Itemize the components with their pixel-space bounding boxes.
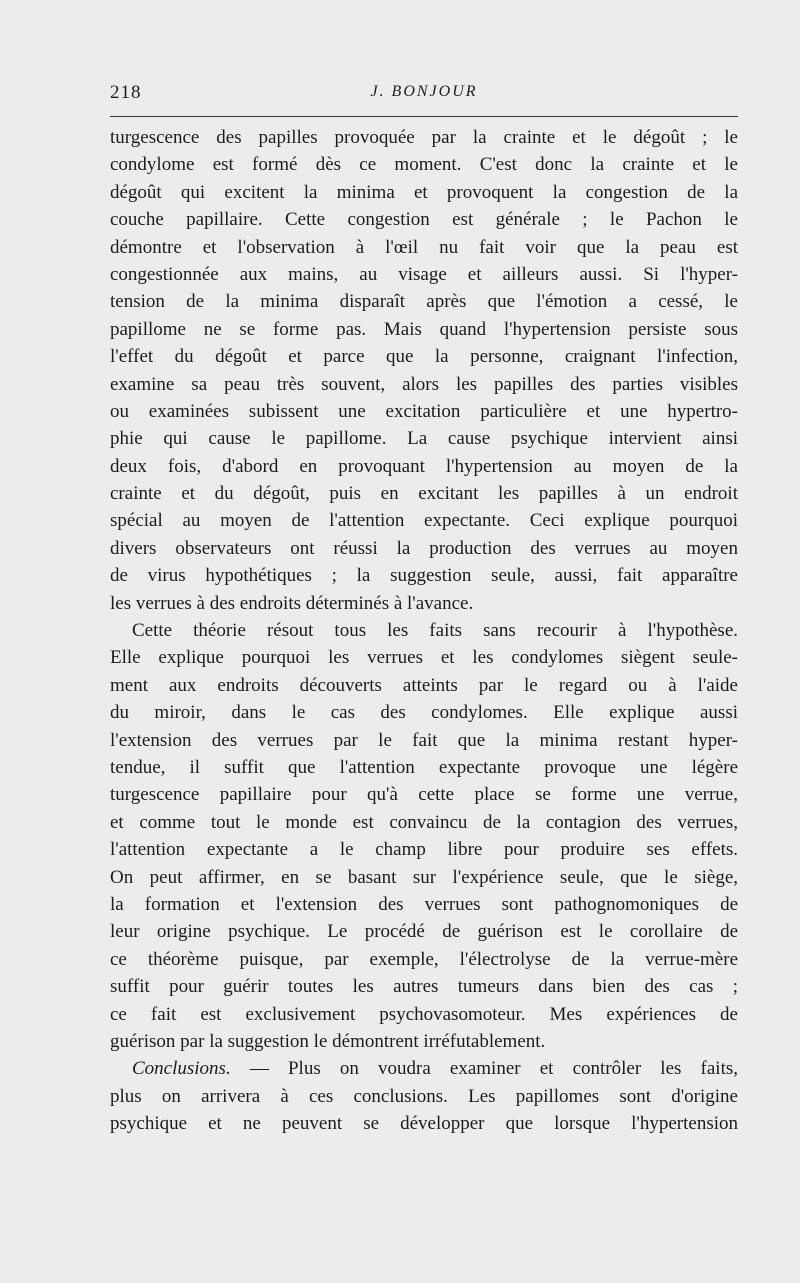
page-number: 218 (110, 82, 142, 103)
body-text (110, 124, 738, 1137)
text-line: l'extension des verrues par le fait que la minima restant hyper- (110, 729, 738, 751)
text-line: Cette théorie résout tous les faits sans recourir à l'hypothèse. (132, 620, 738, 642)
text-line: papillome ne se forme pas. Mais quand l'hypertension persiste sous (110, 318, 738, 340)
paragraph-2 (110, 617, 738, 1055)
text-line: spécial au moyen de l'attention expectante. Ceci explique pourquoi (110, 510, 738, 532)
text-line: examine sa peau très souvent, alors les papilles des parties visibles (110, 373, 738, 395)
text-line: l'effet du dégoût et parce que la personne, craignant l'infection, (110, 346, 738, 368)
text-line: psychique et ne peuvent se développer que lorsque l'hypertension (110, 1113, 738, 1135)
header-rule (110, 116, 738, 117)
text-line: crainte et du dégoût, puis en excitant les papilles à un endroit (110, 483, 738, 505)
text-line: démontre et l'observation à l'œil nu fait voir que la peau est (110, 236, 738, 258)
text-line: turgescence papillaire pour qu'à cette place se forme une verrue, (110, 784, 738, 806)
text-line: leur origine psychique. Le procédé de guérison est le corollaire de (110, 921, 738, 943)
text-line: tendue, il suffit que l'attention expectante provoque une légère (110, 756, 738, 778)
text-line (110, 1055, 738, 1082)
text-line: dégoût qui excitent la minima et provoquent la congestion de la (110, 181, 738, 203)
text-line: et comme tout le monde est convaincu de la contagion des verrues, (110, 811, 738, 833)
running-head: J. BONJOUR (370, 83, 478, 100)
text-line: phie qui cause le papillome. La cause psychique intervient ainsi (110, 428, 738, 450)
conclusions-heading: Conclusions. (132, 1058, 231, 1080)
text-line: guérison par la suggestion le démontrent irréfutablement. (110, 1030, 546, 1052)
text-line: plus on arrivera à ces conclusions. Les papillomes sont d'origine (110, 1085, 738, 1107)
text-line: deux fois, d'abord en provoquant l'hypertension au moyen de la (110, 455, 738, 477)
text-line: du miroir, dans le cas des condylomes. Elle explique aussi (110, 702, 738, 724)
text-line: couche papillaire. Cette congestion est générale ; le Pachon le (110, 209, 738, 231)
text-line: turgescence des papilles provoquée par la crainte et le dégoût ; le (110, 127, 738, 148)
text-line: tension de la minima disparaît après que l'émotion a cessé, le (110, 291, 738, 313)
text-line: les verrues à des endroits déterminés à l'avance. (110, 592, 474, 614)
conclusions-first-line: — Plus on voudra examiner et contrôler les faits, (230, 1058, 738, 1080)
text-line: ce fait est exclusivement psychovasomoteur. Mes expériences de (110, 1003, 738, 1025)
text-line: On peut affirmer, en se basant sur l'expérience seule, que le siège, (110, 866, 738, 888)
paragraph-1 (110, 124, 738, 617)
text-line: condylome est formé dès ce moment. C'est donc la crainte et le (110, 154, 738, 176)
page-header (110, 82, 738, 106)
text-line: divers observateurs ont réussi la production des verrues au moyen (110, 537, 738, 559)
text-line: congestionnée aux mains, au visage et ailleurs aussi. Si l'hyper- (110, 263, 738, 285)
text-line: la formation et l'extension des verrues sont pathognomoniques de (110, 893, 738, 915)
text-line: ce théorème puisque, par exemple, l'électrolyse de la verrue-mère (110, 948, 738, 970)
paragraph-conclusions (110, 1055, 738, 1137)
text-line: ment aux endroits découverts atteints par le regard ou à l'aide (110, 674, 738, 696)
text-line: ou examinées subissent une excitation particulière et une hypertro- (110, 400, 738, 422)
text-line: l'attention expectante a le champ libre pour produire ses effets. (110, 839, 738, 861)
text-line: suffit pour guérir toutes les autres tumeurs dans bien des cas ; (110, 976, 738, 998)
text-line: Elle explique pourquoi les verrues et les condylomes siègent seule- (110, 647, 738, 669)
text-line: de virus hypothétiques ; la suggestion seule, aussi, fait apparaître (110, 565, 738, 587)
